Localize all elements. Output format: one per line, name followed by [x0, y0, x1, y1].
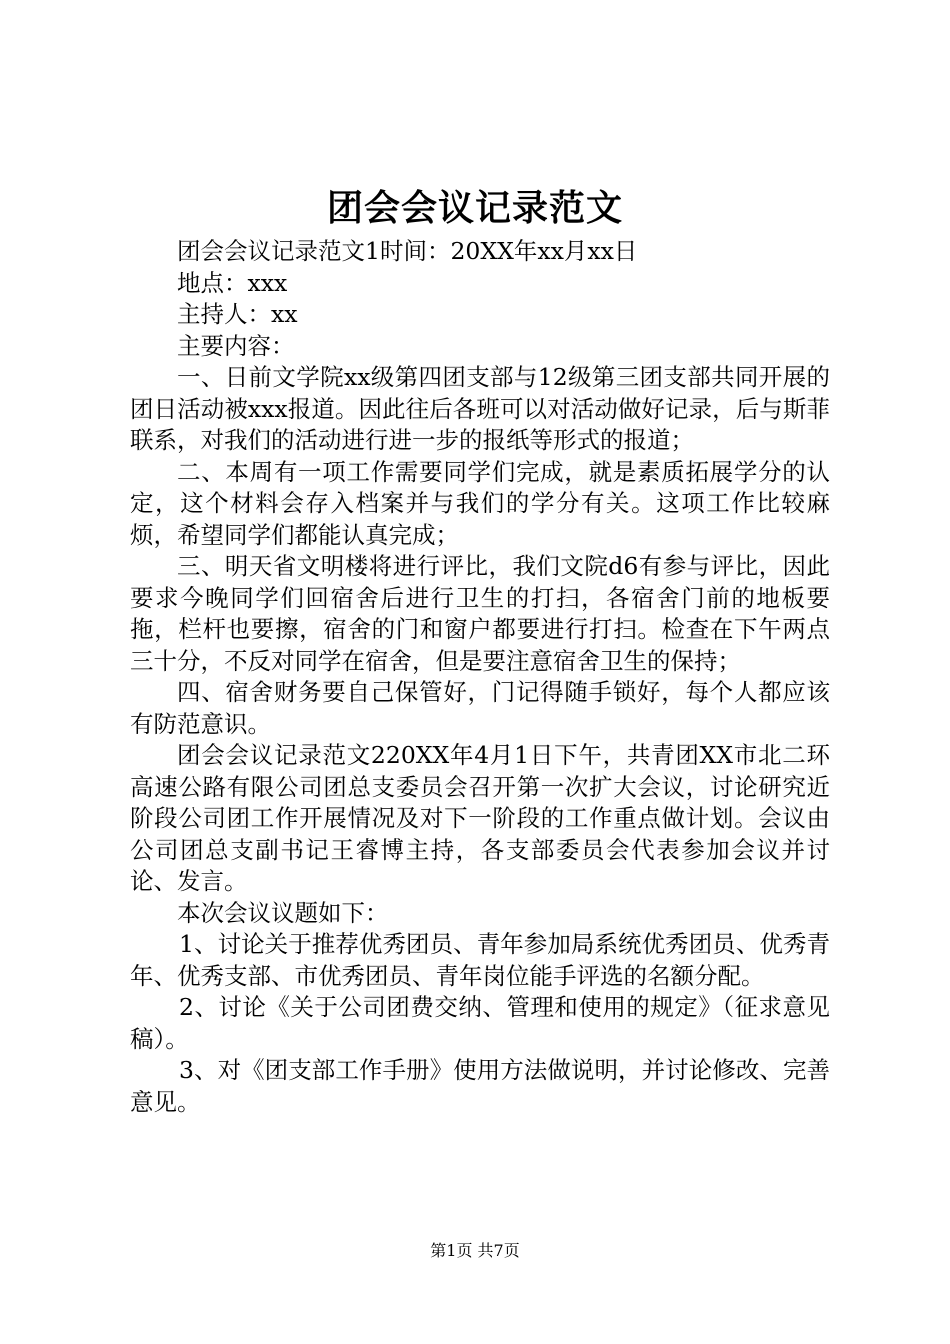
paragraph-agenda-heading: 本次会议议题如下： — [177, 898, 389, 927]
paragraph-item-1: 一、日前文学院xx级第四团支部与12级第三团支部共同开展的团日活动被xxx报道。因此往后各班可以对活动做好记录，后与斯菲联系，对我们的活动进行进一步的报纸等形式的报道； — [130, 363, 830, 454]
document-title: 团会会议记录范文 — [326, 187, 623, 229]
page-footer: 第1页 共7页 — [430, 1241, 520, 1260]
paragraph-agenda-2: 2、讨论《关于公司团费交纳、管理和使用的规定》（征求意见稿）。 — [130, 993, 830, 1053]
paragraph-location: 地点：xxx — [177, 268, 288, 297]
paragraph-meeting-time: 团会会议记录范文1时间：20XX年xx月xx日 — [177, 237, 638, 265]
paragraph-item-3: 三、明天省文明楼将进行评比，我们文院d6有参与评比，因此要求今晚同学们回宿舍后进行卫生的打扫，各宿舍门前的地板要拖，栏杆也要擦，宿舍的门和窗户都要进行打扫。检查在下午两点三十分，不反对同学在宿舍，但是要注意宿舍卫生的保持； — [130, 552, 830, 675]
paragraph-item-4: 四、宿舍财务要自己保管好，门记得随手锁好，每个人都应该有防范意识。 — [130, 678, 830, 738]
paragraph-item-2: 二、本周有一项工作需要同学们完成，就是素质拓展学分的认定，这个材料会存入档案并与我们的学分有关。这项工作比较麻烦，希望同学们都能认真完成； — [130, 457, 830, 549]
paragraph-host: 主持人：xx — [177, 300, 298, 328]
paragraph-agenda-1: 1、讨论关于推荐优秀团员、青年参加局系统优秀团员、优秀青年、优秀支部、市优秀团员、青年岗位能手评选的名额分配。 — [130, 930, 830, 990]
paragraph-sample-2: 团会会议记录范文220XX年4月1日下午，共青团XX市北二环高速公路有限公司团总支委员会召开第一次扩大会议，讨论研究近阶段公司团工作开展情况及对下一阶段的工作重点做计划。会议由公司团总支副书记王睿博主持，各支部委员会代表参加会议并讨论、发言。 — [130, 741, 830, 895]
paragraph-main-content-heading: 主要内容： — [177, 331, 295, 360]
paragraph-agenda-3: 3、对《团支部工作手册》使用方法做说明，并讨论修改、完善意见。 — [130, 1056, 830, 1116]
document-body — [130, 236, 830, 1118]
